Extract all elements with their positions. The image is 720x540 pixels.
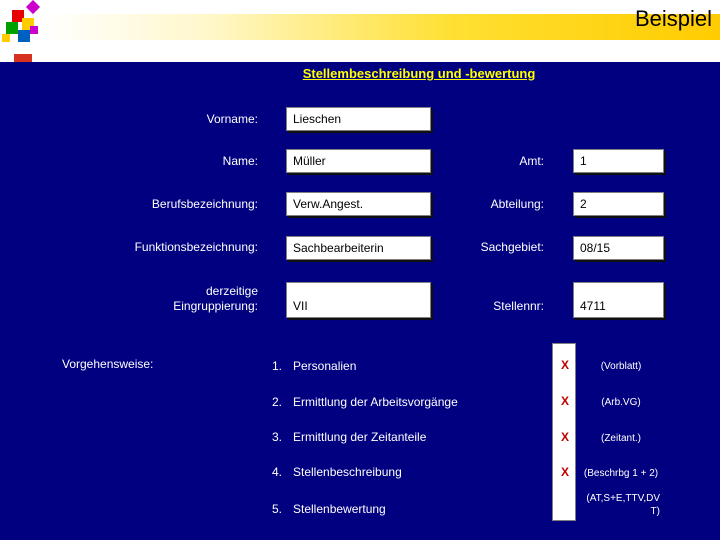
sachgebiet-field[interactable]: 08/15 [573, 236, 664, 260]
amt-field[interactable]: 1 [573, 149, 664, 173]
accent-tab [14, 54, 32, 62]
step-2-number: 2. [272, 395, 283, 409]
step-4-reference: (Beschrbg 1 + 2) [583, 468, 659, 479]
step-1 [272, 359, 356, 374]
step-3-checkbox[interactable]: X [560, 430, 569, 444]
vorname-field[interactable]: Lieschen [286, 107, 431, 131]
berufsbezeichnung-label: Berufsbezeichnung: [151, 197, 258, 211]
step-4-checkbox[interactable]: X [560, 465, 569, 479]
step-2 [272, 395, 458, 410]
eingruppierung-label-line1: derzeitige [205, 284, 258, 298]
step-1-text: Personalien [293, 359, 357, 373]
name-label: Name: [222, 154, 258, 168]
form-heading: Stellembeschreibung und -bewertung [302, 66, 536, 81]
checkmark-column[interactable] [552, 343, 576, 521]
step-1-reference: (Vorblatt) [600, 361, 642, 372]
step-5 [272, 502, 386, 517]
step-5-reference-line1: (AT,S+E,TTV,DV [586, 493, 660, 504]
amt-label: Amt: [519, 154, 544, 168]
eingruppierung-label [60, 284, 258, 314]
step-2-checkbox[interactable]: X [560, 394, 569, 408]
step-4 [272, 465, 402, 480]
step-1-number: 1. [272, 359, 283, 373]
step-3 [272, 430, 426, 445]
berufsbezeichnung-field[interactable]: Verw.Angest. [286, 192, 431, 216]
step-1-checkbox[interactable]: X [560, 358, 569, 372]
stellennr-field[interactable]: 4711 [573, 282, 664, 318]
step-3-number: 3. [272, 430, 283, 444]
step-4-text: Stellenbeschreibung [293, 465, 402, 479]
step-5-reference [576, 492, 660, 518]
step-5-reference-line2: T) [650, 506, 660, 517]
puzzle-pieces-icon [0, 0, 52, 48]
step-3-text: Ermittlung der Zeitanteile [293, 430, 427, 444]
step-3-reference: (Zeitant.) [600, 433, 641, 444]
vorgehensweise-label: Vorgehensweise: [62, 357, 154, 371]
eingruppierung-field[interactable]: VII [286, 282, 431, 318]
funktionsbezeichnung-label: Funktionsbezeichnung: [134, 240, 258, 254]
vorname-label: Vorname: [206, 112, 258, 126]
header-gradient-bar [44, 14, 720, 40]
step-5-text: Stellenbewertung [293, 502, 386, 516]
step-2-reference: (Arb.VG) [601, 397, 641, 408]
step-5-number: 5. [272, 502, 283, 516]
stellennr-label: Stellennr: [493, 299, 544, 313]
slide-header [0, 0, 720, 62]
step-2-text: Ermittlung der Arbeitsvorgänge [293, 395, 458, 409]
sachgebiet-label: Sachgebiet: [480, 240, 544, 254]
eingruppierung-label-line2: Eingruppierung: [173, 299, 258, 313]
abteilung-label: Abteilung: [490, 197, 544, 211]
abteilung-field[interactable]: 2 [573, 192, 664, 216]
funktionsbezeichnung-field[interactable]: Sachbearbeiterin [286, 236, 431, 260]
step-4-number: 4. [272, 465, 283, 479]
name-field[interactable]: Müller [286, 149, 431, 173]
slide-title: Beispiel [634, 6, 712, 31]
